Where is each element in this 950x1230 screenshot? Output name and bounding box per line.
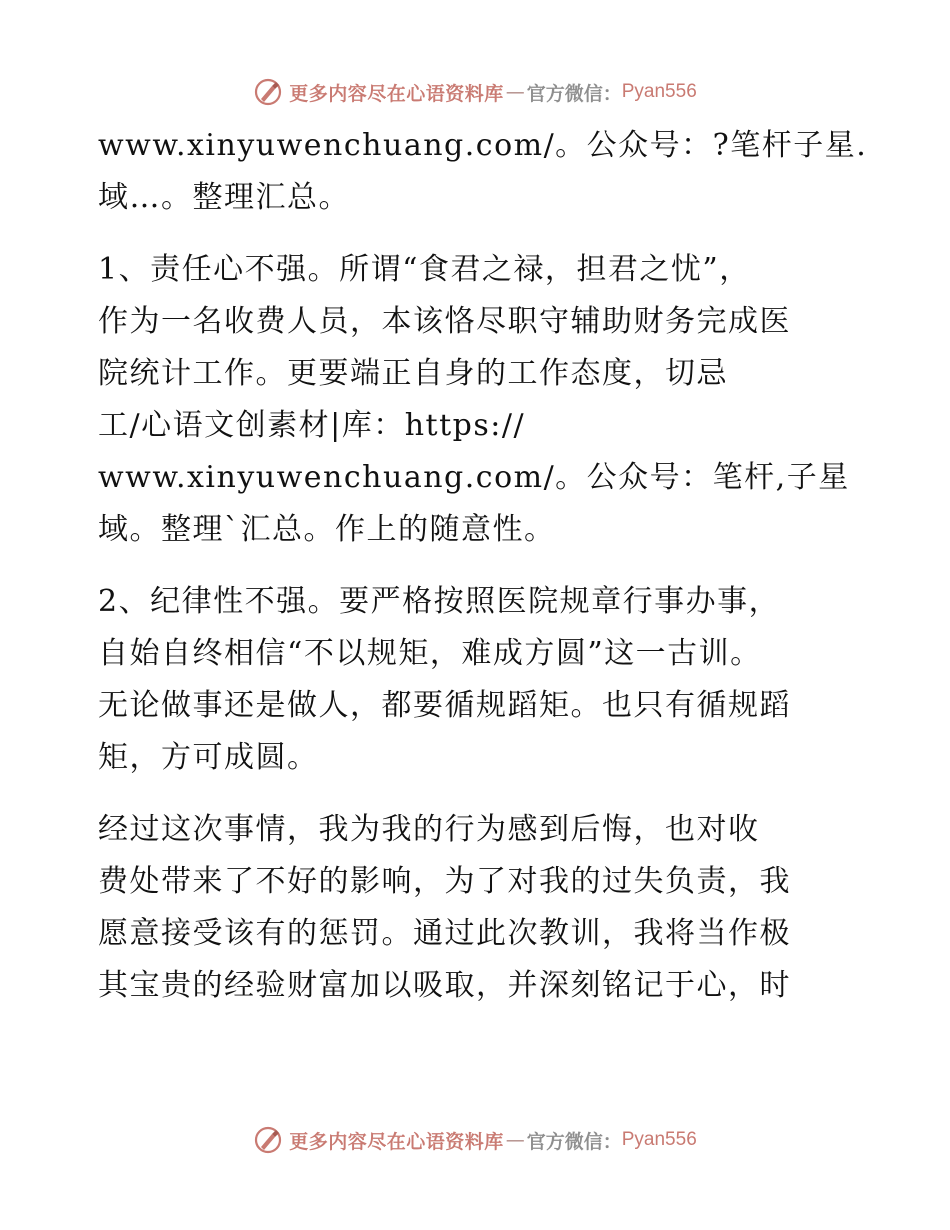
header-wechat-id: Pyan556 xyxy=(621,81,697,102)
page-header xyxy=(0,72,950,112)
body-line: 其宝贵的经验财富加以吸取，并深刻铭记于心，时 xyxy=(98,968,791,1003)
body-line: www.xinyuwenchuang.com/。公众号：?笔杆子星. xyxy=(98,128,868,163)
paragraph-gap xyxy=(98,556,858,576)
footer-brand-text: 更多内容尽在心语资料库 xyxy=(289,1130,504,1153)
body-line: 2、纪律性不强。要严格按照医院规章行事办事， xyxy=(98,584,781,619)
header-brand-text: 更多内容尽在心语资料库 xyxy=(289,82,504,105)
paragraph-gap xyxy=(98,784,858,804)
body-line: 工/心语文创素材|库：https:// xyxy=(98,408,526,443)
pen-logo-icon xyxy=(253,1125,283,1155)
body-line: 矩，方可成圆。 xyxy=(98,740,319,775)
document-body xyxy=(98,120,868,1012)
body-line: 自始自终相信“不以规矩，难成方圆”这一古训。 xyxy=(98,636,762,671)
footer-wechat-label: 官方微信： xyxy=(526,1130,622,1153)
body-line: 域…。整理汇总。 xyxy=(98,180,350,215)
footer-wechat-id: Pyan556 xyxy=(621,1129,697,1150)
body-line: 无论做事还是做人，都要循规蹈矩。也只有循规蹈 xyxy=(98,688,791,723)
body-line: 费处带来了不好的影响，为了对我的过失负责，我 xyxy=(98,864,791,899)
body-line: 愿意接受该有的惩罚。通过此次教训，我将当作极 xyxy=(98,916,791,951)
body-line: 经过这次事情，我为我的行为感到后悔，也对收 xyxy=(98,812,760,847)
header-separator: — xyxy=(505,81,525,103)
pen-logo-icon xyxy=(253,77,283,107)
paragraph-gap xyxy=(98,224,858,244)
body-line: 作为一名收费人员，本该恪尽职守辅助财务完成医 xyxy=(98,304,791,339)
body-line: 院统计工作。更要端正自身的工作态度，切忌 xyxy=(98,356,728,391)
body-line: www.xinyuwenchuang.com/。公众号：笔杆,子星 xyxy=(98,460,850,495)
footer-separator: — xyxy=(505,1129,525,1151)
body-line: 域。整理`汇总。作上的随意性。 xyxy=(98,512,556,547)
header-wechat-label: 官方微信： xyxy=(526,82,622,105)
page-footer xyxy=(0,1120,950,1160)
body-line: 1、责任心不强。所谓“食君之禄，担君之忧”， xyxy=(98,252,751,287)
